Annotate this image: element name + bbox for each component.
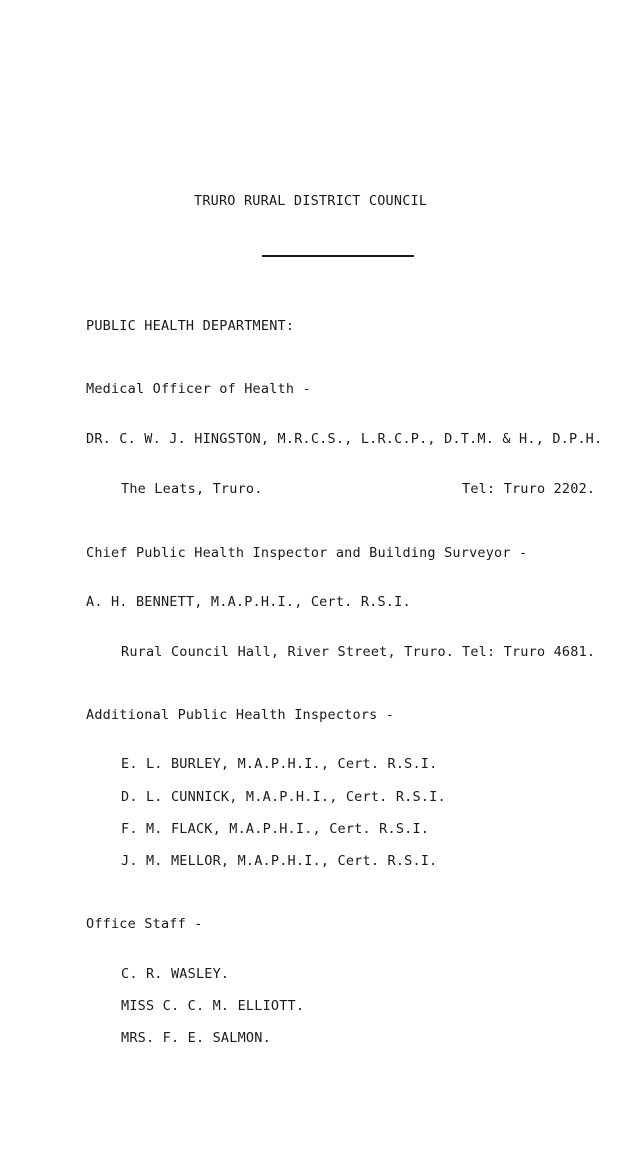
staff-list-item: C. R. WASLEY. <box>121 966 230 982</box>
additional-inspectors-heading: Additional Public Health Inspectors - <box>86 707 395 723</box>
cphi-telephone: Tel: Truro 4681. <box>462 644 596 660</box>
title-underline-divider <box>262 255 414 257</box>
inspector-list-item: E. L. BURLEY, M.A.P.H.I., Cert. R.S.I. <box>121 756 438 772</box>
moh-heading: Medical Officer of Health - <box>86 381 311 397</box>
cphi-heading: Chief Public Health Inspector and Building Surveyor - <box>86 545 528 561</box>
inspector-list-item: J. M. MELLOR, M.A.P.H.I., Cert. R.S.I. <box>121 853 438 869</box>
department-heading: PUBLIC HEALTH DEPARTMENT: <box>86 318 295 334</box>
cphi-name: A. H. BENNETT, M.A.P.H.I., Cert. R.S.I. <box>86 594 411 610</box>
office-staff-heading: Office Staff - <box>86 916 203 932</box>
moh-address: The Leats, Truro. <box>121 481 263 497</box>
cphi-address: Rural Council Hall, River Street, Truro. <box>121 644 455 660</box>
staff-list-item: MISS C. C. M. ELLIOTT. <box>121 998 305 1014</box>
inspector-list-item: D. L. CUNNICK, M.A.P.H.I., Cert. R.S.I. <box>121 789 446 805</box>
council-title: TRURO RURAL DISTRICT COUNCIL <box>194 193 428 209</box>
inspector-list-item: F. M. FLACK, M.A.P.H.I., Cert. R.S.I. <box>121 821 430 837</box>
staff-list-item: MRS. F. E. SALMON. <box>121 1030 271 1046</box>
moh-telephone: Tel: Truro 2202. <box>462 481 596 497</box>
moh-name: DR. C. W. J. HINGSTON, M.R.C.S., L.R.C.P., D.T.M. & H., D.P.H. <box>86 431 603 447</box>
